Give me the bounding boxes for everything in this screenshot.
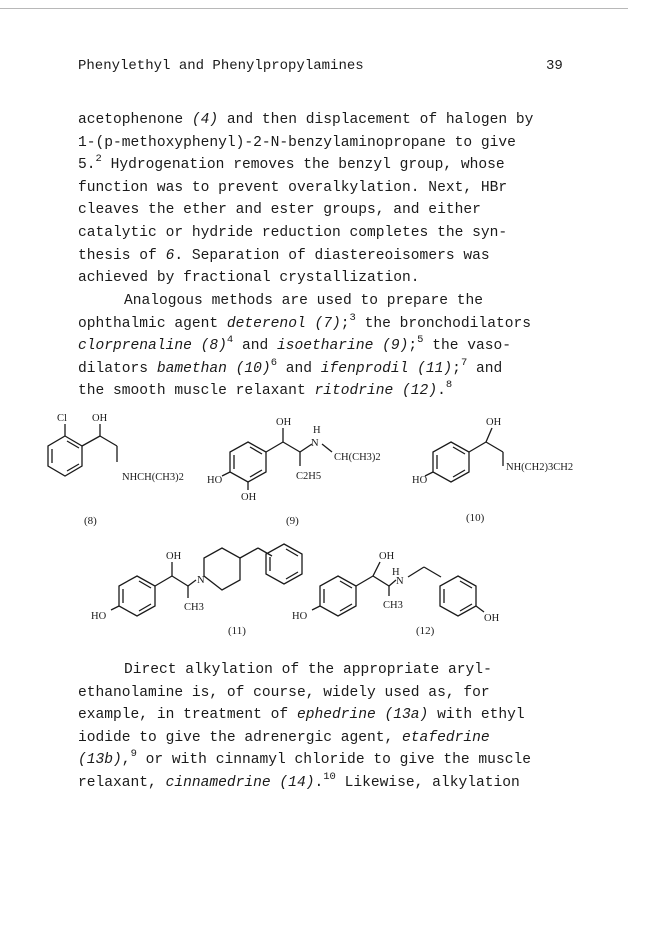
- reference-superscript: 3: [349, 311, 356, 324]
- text-run: iodide to give the adrenergic agent,: [78, 729, 403, 746]
- italic-term: ifenprodil (11): [320, 360, 453, 377]
- text-run: cleaves the ether and ester groups, and either: [78, 202, 481, 219]
- text-run: the vaso-: [423, 338, 512, 355]
- text-run: Likewise, alkylation: [335, 774, 520, 791]
- ring-hydroxyl-label: HO: [91, 611, 107, 622]
- amine-label: NHCH(CH3)2: [122, 472, 184, 483]
- text-run: function was to prevent overalkylation. Next, HBr: [78, 179, 508, 196]
- hydroxyl-label: OH: [166, 551, 182, 562]
- structure-12-caption: (12): [416, 625, 435, 637]
- text-run: dilators: [78, 360, 157, 377]
- page-number: 39: [546, 58, 563, 74]
- text-run: ethanolamine is, of course, widely used as, for: [78, 684, 490, 701]
- reference-superscript: 4: [226, 334, 234, 347]
- nitrogen-label: N: [197, 575, 205, 586]
- text-run: 5.: [78, 157, 96, 174]
- text-run: Analogous methods are used to prepare the: [124, 293, 484, 309]
- text-run: acetophenone: [78, 112, 192, 128]
- text-run: relaxant,: [78, 774, 166, 791]
- structure-11-caption: (11): [228, 625, 246, 637]
- italic-term: bamethan (10): [156, 360, 271, 377]
- text-run: the bronchodilators: [355, 315, 531, 332]
- reference-superscript: 9: [130, 748, 137, 761]
- structure-11: [91, 544, 302, 637]
- italic-term: (4): [191, 112, 219, 128]
- hydroxyl-label: OH: [486, 417, 502, 428]
- chloro-label: Cl: [57, 413, 67, 424]
- text-run: and: [233, 338, 277, 355]
- structure-10-caption: (10): [466, 512, 485, 524]
- text-run: and: [467, 360, 503, 377]
- text-run: ;: [408, 338, 418, 355]
- text-run: catalytic or hydride reduction completes the syn-: [78, 224, 508, 241]
- text-run: . Separation of diastereoisomers was: [174, 247, 490, 264]
- running-title: Phenylethyl and Phenylpropylamines: [78, 58, 364, 74]
- methyl-label: CH3: [383, 600, 403, 611]
- nitrogen-label: N: [311, 438, 319, 449]
- text-run: and: [277, 360, 321, 377]
- italic-term: 6: [165, 247, 175, 264]
- text-run: .: [314, 774, 324, 791]
- italic-term: cinnamedrine (14): [165, 774, 315, 791]
- structure-8-caption: (8): [84, 515, 97, 527]
- text-run: Hydrogenation removes the benzyl group, whose: [101, 157, 505, 174]
- structure-9: [207, 417, 381, 527]
- italic-term: deterenol (7): [226, 315, 341, 332]
- reference-superscript: 6: [270, 356, 277, 369]
- italic-term: ritodrine (12): [314, 383, 438, 400]
- text-run: ophthalmic agent: [78, 315, 227, 332]
- structure-9-caption: (9): [286, 515, 299, 527]
- hydroxyl-label: OH: [92, 413, 108, 424]
- italic-term: ephedrine (13a): [296, 707, 429, 724]
- hydrogen-label: H: [313, 425, 321, 436]
- text-run: ;: [452, 360, 461, 377]
- text-run: the smooth muscle relaxant: [78, 383, 315, 400]
- ethyl-label: C2H5: [296, 471, 322, 482]
- text-run: ;: [340, 315, 350, 332]
- text-run: and then displacement of halogen by: [218, 112, 534, 128]
- text-run: thesis of: [78, 247, 166, 264]
- structure-8: [48, 413, 184, 527]
- ring-hydroxyl-label: HO: [292, 611, 308, 622]
- isopropyl-label: CH(CH3)2: [334, 452, 381, 463]
- text-run: .: [437, 383, 446, 400]
- hydrogen-label: H: [392, 567, 400, 578]
- ring-hydroxyl-label: HO: [207, 475, 223, 486]
- italic-term: clorprenaline (8): [78, 338, 227, 355]
- text-run: ,: [121, 752, 131, 769]
- nitrogen-label: N: [396, 576, 404, 587]
- reference-superscript: 8: [445, 379, 453, 392]
- amine-label: NH(CH2)3CH2: [506, 462, 574, 473]
- structure-10: [412, 417, 573, 524]
- text-run: Direct alkylation of the appropriate aryl-: [124, 662, 492, 678]
- reference-superscript: 7: [460, 356, 468, 369]
- methyl-label: CH3: [184, 602, 204, 613]
- text-run: example, in treatment of: [78, 707, 297, 724]
- hydroxyl-label: OH: [276, 417, 292, 428]
- text-run: or with cinnamyl chloride to give the muscle: [136, 752, 531, 769]
- reference-superscript: 2: [95, 153, 102, 166]
- reference-superscript: 10: [323, 770, 336, 783]
- italic-term: etafedrine: [402, 729, 490, 746]
- italic-term: isoetharine (9): [277, 338, 409, 355]
- hydroxyl-label: OH: [379, 551, 395, 562]
- text-run: achieved by fractional crystallization.: [78, 270, 420, 287]
- text-run: 1-(p-methoxyphenyl)-2-N-benzylaminopropane to give: [78, 134, 516, 151]
- ring-hydroxyl-2-label: OH: [241, 492, 257, 503]
- reference-superscript: 5: [417, 334, 424, 347]
- ring-hydroxyl-2-label: OH: [484, 613, 500, 624]
- ring-hydroxyl-label: HO: [412, 475, 428, 486]
- text-run: with ethyl: [428, 707, 525, 724]
- structure-12: [292, 551, 500, 637]
- italic-term: (13b): [78, 752, 122, 769]
